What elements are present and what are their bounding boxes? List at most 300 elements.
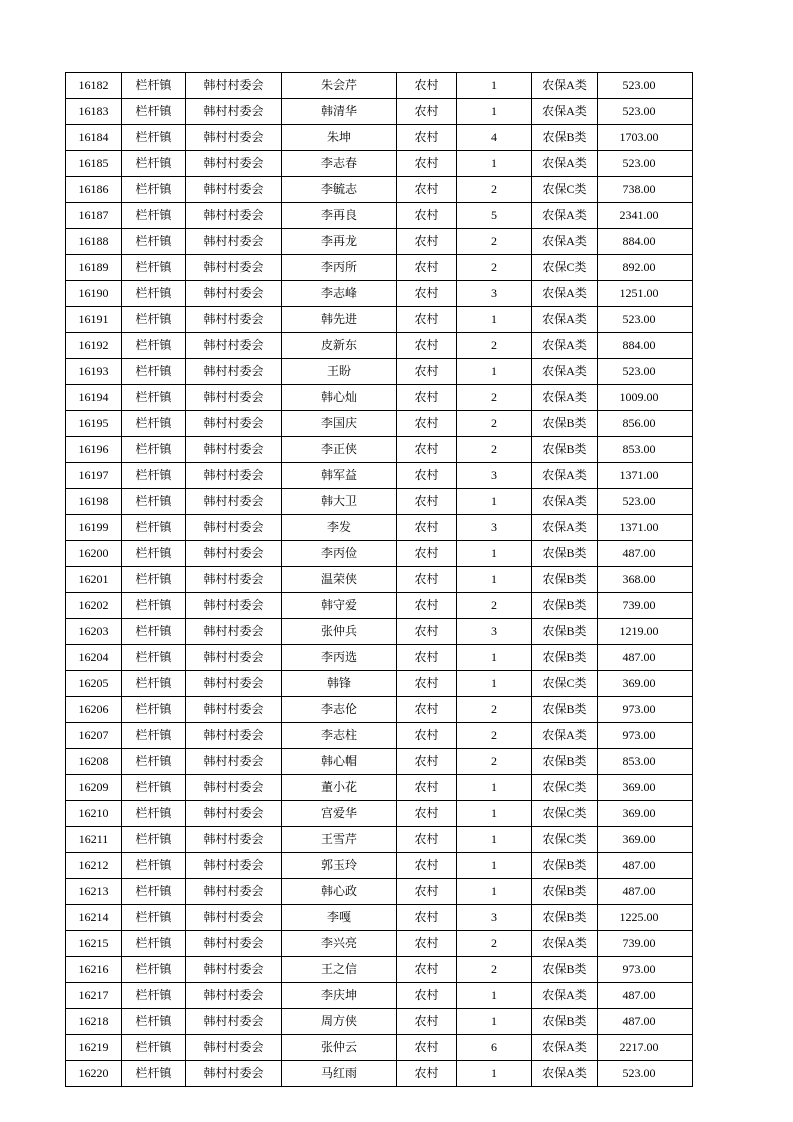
table-cell-household-type: 农村	[397, 619, 457, 645]
table-cell-household-type: 农村	[397, 957, 457, 983]
table-cell-name: 李志伦	[282, 697, 397, 723]
table-cell-village-committee: 韩村村委会	[186, 541, 282, 567]
table-cell-amount: 1703.00	[598, 125, 693, 151]
table-cell-town: 栏杆镇	[122, 73, 186, 99]
table-cell-person-count: 1	[457, 307, 532, 333]
table-cell-town: 栏杆镇	[122, 1035, 186, 1061]
table-cell-amount: 884.00	[598, 229, 693, 255]
table-cell-amount: 1009.00	[598, 385, 693, 411]
table-cell-person-count: 1	[457, 1061, 532, 1087]
table-row	[66, 151, 693, 177]
table-cell-town: 栏杆镇	[122, 489, 186, 515]
table-row	[66, 801, 693, 827]
table-cell-household-type: 农村	[397, 333, 457, 359]
table-cell-serial-no: 16195	[66, 411, 122, 437]
table-row	[66, 671, 693, 697]
table-cell-household-type: 农村	[397, 99, 457, 125]
table-cell-household-type: 农村	[397, 723, 457, 749]
table-cell-household-type: 农村	[397, 775, 457, 801]
table-cell-insurance-category: 农保B类	[532, 645, 598, 671]
table-row	[66, 645, 693, 671]
table-cell-amount: 739.00	[598, 931, 693, 957]
table-cell-name: 董小花	[282, 775, 397, 801]
table-cell-household-type: 农村	[397, 255, 457, 281]
table-cell-village-committee: 韩村村委会	[186, 515, 282, 541]
table-cell-amount: 487.00	[598, 1009, 693, 1035]
table-cell-name: 李丙所	[282, 255, 397, 281]
table-cell-village-committee: 韩村村委会	[186, 177, 282, 203]
table-row	[66, 99, 693, 125]
table-cell-amount: 853.00	[598, 749, 693, 775]
table-cell-amount: 487.00	[598, 853, 693, 879]
table-cell-insurance-category: 农保B类	[532, 879, 598, 905]
table-cell-amount: 487.00	[598, 541, 693, 567]
table-cell-town: 栏杆镇	[122, 151, 186, 177]
table-row	[66, 723, 693, 749]
table-cell-person-count: 1	[457, 671, 532, 697]
table-cell-town: 栏杆镇	[122, 671, 186, 697]
table-cell-amount: 739.00	[598, 593, 693, 619]
table-cell-household-type: 农村	[397, 125, 457, 151]
table-cell-town: 栏杆镇	[122, 567, 186, 593]
table-cell-town: 栏杆镇	[122, 1061, 186, 1087]
table-cell-serial-no: 16207	[66, 723, 122, 749]
table-cell-village-committee: 韩村村委会	[186, 73, 282, 99]
table-row	[66, 957, 693, 983]
table-cell-village-committee: 韩村村委会	[186, 957, 282, 983]
table-cell-insurance-category: 农保B类	[532, 1009, 598, 1035]
table-cell-household-type: 农村	[397, 905, 457, 931]
table-cell-village-committee: 韩村村委会	[186, 905, 282, 931]
table-cell-amount: 884.00	[598, 333, 693, 359]
table-cell-insurance-category: 农保B类	[532, 593, 598, 619]
table-cell-person-count: 1	[457, 801, 532, 827]
table-cell-household-type: 农村	[397, 827, 457, 853]
table-cell-town: 栏杆镇	[122, 983, 186, 1009]
table-cell-amount: 487.00	[598, 645, 693, 671]
table-cell-town: 栏杆镇	[122, 125, 186, 151]
table-row	[66, 359, 693, 385]
table-cell-serial-no: 16203	[66, 619, 122, 645]
table-cell-person-count: 2	[457, 229, 532, 255]
table-cell-name: 皮新东	[282, 333, 397, 359]
table-cell-amount: 369.00	[598, 801, 693, 827]
table-cell-town: 栏杆镇	[122, 281, 186, 307]
table-row	[66, 281, 693, 307]
table-row	[66, 567, 693, 593]
table-row	[66, 489, 693, 515]
table-cell-name: 李志春	[282, 151, 397, 177]
table-cell-serial-no: 16201	[66, 567, 122, 593]
table-row	[66, 1035, 693, 1061]
table-cell-village-committee: 韩村村委会	[186, 1035, 282, 1061]
table-cell-serial-no: 16185	[66, 151, 122, 177]
table-cell-serial-no: 16191	[66, 307, 122, 333]
table-cell-insurance-category: 农保A类	[532, 229, 598, 255]
table-cell-serial-no: 16196	[66, 437, 122, 463]
table-cell-name: 温荣侠	[282, 567, 397, 593]
table-cell-person-count: 2	[457, 385, 532, 411]
table-cell-village-committee: 韩村村委会	[186, 151, 282, 177]
table-cell-household-type: 农村	[397, 931, 457, 957]
table-cell-household-type: 农村	[397, 489, 457, 515]
table-cell-insurance-category: 农保C类	[532, 801, 598, 827]
table-cell-person-count: 1	[457, 151, 532, 177]
table-cell-village-committee: 韩村村委会	[186, 723, 282, 749]
table-cell-name: 李志峰	[282, 281, 397, 307]
table-cell-town: 栏杆镇	[122, 723, 186, 749]
table-cell-insurance-category: 农保C类	[532, 255, 598, 281]
table-cell-village-committee: 韩村村委会	[186, 749, 282, 775]
table-row	[66, 307, 693, 333]
table-cell-name: 郭玉玲	[282, 853, 397, 879]
table-cell-village-committee: 韩村村委会	[186, 697, 282, 723]
table-row	[66, 619, 693, 645]
table-cell-person-count: 2	[457, 593, 532, 619]
table-cell-serial-no: 16216	[66, 957, 122, 983]
table-cell-person-count: 1	[457, 827, 532, 853]
table-cell-village-committee: 韩村村委会	[186, 385, 282, 411]
table-cell-insurance-category: 农保A类	[532, 723, 598, 749]
table-cell-serial-no: 16190	[66, 281, 122, 307]
table-cell-name: 周方侠	[282, 1009, 397, 1035]
table-cell-insurance-category: 农保C类	[532, 671, 598, 697]
table-cell-insurance-category: 农保A类	[532, 281, 598, 307]
table-cell-name: 李庆坤	[282, 983, 397, 1009]
table-cell-village-committee: 韩村村委会	[186, 489, 282, 515]
table-cell-name: 李兴亮	[282, 931, 397, 957]
table-cell-town: 栏杆镇	[122, 541, 186, 567]
table-cell-household-type: 农村	[397, 1061, 457, 1087]
table-cell-person-count: 5	[457, 203, 532, 229]
table-row	[66, 541, 693, 567]
table-cell-village-committee: 韩村村委会	[186, 411, 282, 437]
table-cell-name: 王之信	[282, 957, 397, 983]
table-cell-amount: 487.00	[598, 983, 693, 1009]
table-cell-village-committee: 韩村村委会	[186, 593, 282, 619]
table-cell-village-committee: 韩村村委会	[186, 203, 282, 229]
table-cell-person-count: 1	[457, 1009, 532, 1035]
table-cell-household-type: 农村	[397, 307, 457, 333]
table-cell-person-count: 1	[457, 983, 532, 1009]
table-cell-insurance-category: 农保A类	[532, 359, 598, 385]
table-row	[66, 983, 693, 1009]
table-cell-village-committee: 韩村村委会	[186, 307, 282, 333]
table-cell-name: 韩心灿	[282, 385, 397, 411]
table-row	[66, 177, 693, 203]
table-cell-village-committee: 韩村村委会	[186, 671, 282, 697]
table-cell-name: 李发	[282, 515, 397, 541]
table-cell-village-committee: 韩村村委会	[186, 125, 282, 151]
table-cell-town: 栏杆镇	[122, 333, 186, 359]
table-cell-insurance-category: 农保B类	[532, 749, 598, 775]
table-cell-town: 栏杆镇	[122, 255, 186, 281]
table-row	[66, 1009, 693, 1035]
table-cell-amount: 1251.00	[598, 281, 693, 307]
table-cell-person-count: 3	[457, 905, 532, 931]
table-cell-insurance-category: 农保B类	[532, 125, 598, 151]
table-cell-insurance-category: 农保B类	[532, 619, 598, 645]
table-cell-amount: 2341.00	[598, 203, 693, 229]
table-cell-person-count: 3	[457, 463, 532, 489]
table-cell-household-type: 农村	[397, 1035, 457, 1061]
table-cell-town: 栏杆镇	[122, 359, 186, 385]
table-cell-insurance-category: 农保A类	[532, 307, 598, 333]
table-cell-household-type: 农村	[397, 1009, 457, 1035]
table-cell-amount: 523.00	[598, 489, 693, 515]
table-cell-serial-no: 16206	[66, 697, 122, 723]
table-row	[66, 333, 693, 359]
table-cell-name: 马红雨	[282, 1061, 397, 1087]
table-row	[66, 411, 693, 437]
table-row	[66, 255, 693, 281]
table-cell-insurance-category: 农保B类	[532, 697, 598, 723]
table-cell-serial-no: 16184	[66, 125, 122, 151]
table-cell-household-type: 农村	[397, 411, 457, 437]
table-cell-amount: 892.00	[598, 255, 693, 281]
table-row	[66, 931, 693, 957]
table-row	[66, 775, 693, 801]
table-cell-household-type: 农村	[397, 385, 457, 411]
table-cell-insurance-category: 农保A类	[532, 73, 598, 99]
table-cell-name: 韩守爱	[282, 593, 397, 619]
table-cell-amount: 368.00	[598, 567, 693, 593]
table-cell-name: 张仲兵	[282, 619, 397, 645]
table-cell-household-type: 农村	[397, 593, 457, 619]
table-cell-town: 栏杆镇	[122, 957, 186, 983]
table-row	[66, 515, 693, 541]
table-cell-household-type: 农村	[397, 359, 457, 385]
table-cell-amount: 973.00	[598, 723, 693, 749]
table-cell-person-count: 2	[457, 957, 532, 983]
table-cell-name: 王雪芹	[282, 827, 397, 853]
table-cell-village-committee: 韩村村委会	[186, 879, 282, 905]
table-cell-town: 栏杆镇	[122, 515, 186, 541]
table-cell-household-type: 农村	[397, 73, 457, 99]
table-cell-village-committee: 韩村村委会	[186, 229, 282, 255]
table-cell-amount: 856.00	[598, 411, 693, 437]
table-row	[66, 125, 693, 151]
table-cell-name: 朱坤	[282, 125, 397, 151]
table-cell-town: 栏杆镇	[122, 177, 186, 203]
table-cell-town: 栏杆镇	[122, 385, 186, 411]
table-cell-serial-no: 16202	[66, 593, 122, 619]
table-cell-insurance-category: 农保C类	[532, 775, 598, 801]
table-cell-town: 栏杆镇	[122, 749, 186, 775]
table-cell-insurance-category: 农保A类	[532, 463, 598, 489]
table-row	[66, 879, 693, 905]
table-cell-town: 栏杆镇	[122, 99, 186, 125]
table-cell-amount: 2217.00	[598, 1035, 693, 1061]
table-cell-amount: 523.00	[598, 99, 693, 125]
table-cell-insurance-category: 农保A类	[532, 151, 598, 177]
table-cell-name: 李再龙	[282, 229, 397, 255]
table-cell-serial-no: 16205	[66, 671, 122, 697]
pension-roster-table	[65, 72, 693, 1087]
table-cell-village-committee: 韩村村委会	[186, 281, 282, 307]
table-cell-town: 栏杆镇	[122, 853, 186, 879]
table-cell-insurance-category: 农保A类	[532, 931, 598, 957]
table-cell-town: 栏杆镇	[122, 775, 186, 801]
table-cell-amount: 523.00	[598, 307, 693, 333]
table-cell-household-type: 农村	[397, 697, 457, 723]
table-cell-person-count: 3	[457, 281, 532, 307]
table-cell-household-type: 农村	[397, 203, 457, 229]
table-cell-name: 张仲云	[282, 1035, 397, 1061]
table-cell-insurance-category: 农保A类	[532, 203, 598, 229]
table-cell-amount: 1371.00	[598, 515, 693, 541]
table-cell-insurance-category: 农保B类	[532, 957, 598, 983]
table-cell-insurance-category: 农保B类	[532, 411, 598, 437]
table-row	[66, 593, 693, 619]
table-cell-serial-no: 16210	[66, 801, 122, 827]
table-cell-amount: 1219.00	[598, 619, 693, 645]
table-cell-village-committee: 韩村村委会	[186, 801, 282, 827]
table-cell-person-count: 1	[457, 541, 532, 567]
table-cell-town: 栏杆镇	[122, 619, 186, 645]
table-cell-village-committee: 韩村村委会	[186, 567, 282, 593]
table-row	[66, 463, 693, 489]
table-cell-serial-no: 16209	[66, 775, 122, 801]
table-cell-serial-no: 16194	[66, 385, 122, 411]
table-cell-serial-no: 16219	[66, 1035, 122, 1061]
table-cell-insurance-category: 农保B类	[532, 567, 598, 593]
table-cell-insurance-category: 农保A类	[532, 983, 598, 1009]
table-cell-insurance-category: 农保A类	[532, 1061, 598, 1087]
table-cell-serial-no: 16186	[66, 177, 122, 203]
table-cell-village-committee: 韩村村委会	[186, 853, 282, 879]
table-cell-amount: 973.00	[598, 957, 693, 983]
table-cell-household-type: 农村	[397, 879, 457, 905]
table-cell-town: 栏杆镇	[122, 801, 186, 827]
table-cell-person-count: 2	[457, 697, 532, 723]
table-cell-village-committee: 韩村村委会	[186, 1009, 282, 1035]
table-cell-insurance-category: 农保A类	[532, 515, 598, 541]
table-cell-name: 李丙俭	[282, 541, 397, 567]
table-cell-household-type: 农村	[397, 281, 457, 307]
table-cell-amount: 738.00	[598, 177, 693, 203]
table-cell-person-count: 2	[457, 931, 532, 957]
table-cell-serial-no: 16192	[66, 333, 122, 359]
table-cell-name: 朱会芹	[282, 73, 397, 99]
table-cell-household-type: 农村	[397, 853, 457, 879]
table-row	[66, 827, 693, 853]
table-cell-village-committee: 韩村村委会	[186, 1061, 282, 1087]
table-cell-insurance-category: 农保A类	[532, 333, 598, 359]
table-cell-serial-no: 16200	[66, 541, 122, 567]
table-cell-person-count: 3	[457, 619, 532, 645]
table-cell-serial-no: 16215	[66, 931, 122, 957]
table-cell-village-committee: 韩村村委会	[186, 931, 282, 957]
table-cell-household-type: 农村	[397, 229, 457, 255]
table-row	[66, 853, 693, 879]
table-row	[66, 1061, 693, 1087]
table-cell-village-committee: 韩村村委会	[186, 333, 282, 359]
table-cell-amount: 853.00	[598, 437, 693, 463]
table-cell-serial-no: 16218	[66, 1009, 122, 1035]
table-cell-insurance-category: 农保B类	[532, 853, 598, 879]
table-cell-name: 王盼	[282, 359, 397, 385]
table-cell-insurance-category: 农保A类	[532, 99, 598, 125]
table-cell-person-count: 2	[457, 411, 532, 437]
table-cell-household-type: 农村	[397, 801, 457, 827]
table-cell-person-count: 2	[457, 437, 532, 463]
table-cell-name: 李毓志	[282, 177, 397, 203]
table-row	[66, 73, 693, 99]
table-cell-amount: 369.00	[598, 671, 693, 697]
table-cell-person-count: 1	[457, 853, 532, 879]
table-cell-town: 栏杆镇	[122, 593, 186, 619]
table-cell-name: 韩锋	[282, 671, 397, 697]
table-cell-amount: 523.00	[598, 1061, 693, 1087]
table-cell-serial-no: 16204	[66, 645, 122, 671]
table-cell-town: 栏杆镇	[122, 905, 186, 931]
table-cell-insurance-category: 农保A类	[532, 1035, 598, 1061]
table-row	[66, 385, 693, 411]
table-cell-serial-no: 16187	[66, 203, 122, 229]
table-cell-household-type: 农村	[397, 645, 457, 671]
table-cell-amount: 369.00	[598, 827, 693, 853]
table-cell-insurance-category: 农保C类	[532, 177, 598, 203]
table-row	[66, 697, 693, 723]
table-cell-household-type: 农村	[397, 567, 457, 593]
table-cell-name: 李丙选	[282, 645, 397, 671]
table-cell-serial-no: 16189	[66, 255, 122, 281]
table-cell-serial-no: 16193	[66, 359, 122, 385]
table-cell-serial-no: 16183	[66, 99, 122, 125]
table-row	[66, 229, 693, 255]
table-cell-name: 李志柱	[282, 723, 397, 749]
table-cell-household-type: 农村	[397, 177, 457, 203]
table-cell-insurance-category: 农保A类	[532, 489, 598, 515]
table-cell-serial-no: 16212	[66, 853, 122, 879]
table-cell-town: 栏杆镇	[122, 827, 186, 853]
table-cell-household-type: 农村	[397, 671, 457, 697]
table-row	[66, 437, 693, 463]
table-cell-village-committee: 韩村村委会	[186, 437, 282, 463]
table-cell-person-count: 2	[457, 723, 532, 749]
table-cell-person-count: 1	[457, 99, 532, 125]
table-cell-insurance-category: 农保A类	[532, 385, 598, 411]
table-cell-household-type: 农村	[397, 983, 457, 1009]
table-cell-town: 栏杆镇	[122, 307, 186, 333]
table-cell-household-type: 农村	[397, 749, 457, 775]
table-cell-amount: 523.00	[598, 151, 693, 177]
table-cell-person-count: 4	[457, 125, 532, 151]
table-cell-town: 栏杆镇	[122, 931, 186, 957]
table-cell-person-count: 1	[457, 359, 532, 385]
table-cell-town: 栏杆镇	[122, 203, 186, 229]
table-cell-town: 栏杆镇	[122, 229, 186, 255]
table-cell-person-count: 1	[457, 73, 532, 99]
table-cell-household-type: 农村	[397, 463, 457, 489]
table-cell-name: 李再良	[282, 203, 397, 229]
table-cell-name: 宫爱华	[282, 801, 397, 827]
table-cell-name: 韩清华	[282, 99, 397, 125]
table-cell-insurance-category: 农保C类	[532, 827, 598, 853]
table-cell-serial-no: 16197	[66, 463, 122, 489]
table-cell-person-count: 2	[457, 177, 532, 203]
table-cell-village-committee: 韩村村委会	[186, 359, 282, 385]
table-cell-name: 韩心政	[282, 879, 397, 905]
table-cell-household-type: 农村	[397, 515, 457, 541]
table-cell-town: 栏杆镇	[122, 697, 186, 723]
table-cell-serial-no: 16217	[66, 983, 122, 1009]
table-cell-insurance-category: 农保B类	[532, 437, 598, 463]
table-cell-name: 李嘎	[282, 905, 397, 931]
table-cell-household-type: 农村	[397, 437, 457, 463]
table-body	[66, 73, 693, 1087]
